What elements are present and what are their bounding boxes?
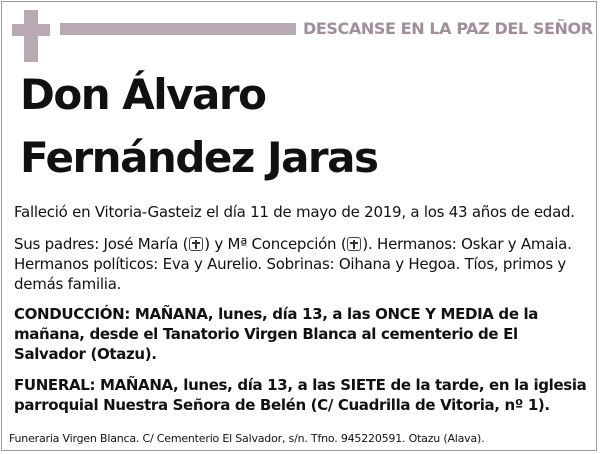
funeral-home-footer: Funeraria Virgen Blanca. C/ Cementerio El Salvador, s/n. Tfno. 945220591. Otazu (Alava). <box>9 432 485 445</box>
cross-icon <box>12 10 50 62</box>
family-rest: ). Hermanos: Oskar y Amaia. Hermanos políticos: Eva y Aurelio. Sobrinas: Oihana y Hegoa. Tíos, primos y demás familia. <box>14 235 572 293</box>
deceased-cross-icon <box>189 237 203 251</box>
header-bar <box>60 23 296 35</box>
deceased-name-line1: Don Álvaro <box>20 70 266 119</box>
funeral-paragraph: FUNERAL: MAÑANA, lunes, día 13, a las SIETE de la tarde, en la iglesia parroquial Nuestra Señora de Belén (C/ Cuadrilla de Vitoria, nº 1). <box>14 376 587 414</box>
death-notice: Falleció en Vitoria-Gasteiz el día 11 de mayo de 2019, a los 43 años de edad. <box>14 203 575 221</box>
header-tagline: DESCANSE EN LA PAZ DEL SEÑOR <box>303 19 593 38</box>
family-paragraph <box>14 234 590 294</box>
deceased-name-line2: Fernández Jaras <box>20 133 378 182</box>
conduccion-paragraph: CONDUCCIÓN: MAÑANA, lunes, día 13, a las ONCE Y MEDIA de la mañana, desde el Tanatorio Virgen Blanca al cementerio de El Salvador (Otazu). <box>14 305 539 363</box>
family-prefix: Sus padres: José María ( <box>14 235 189 253</box>
deceased-cross-icon <box>347 237 361 251</box>
family-between: ) y Mª Concepción ( <box>204 235 347 253</box>
